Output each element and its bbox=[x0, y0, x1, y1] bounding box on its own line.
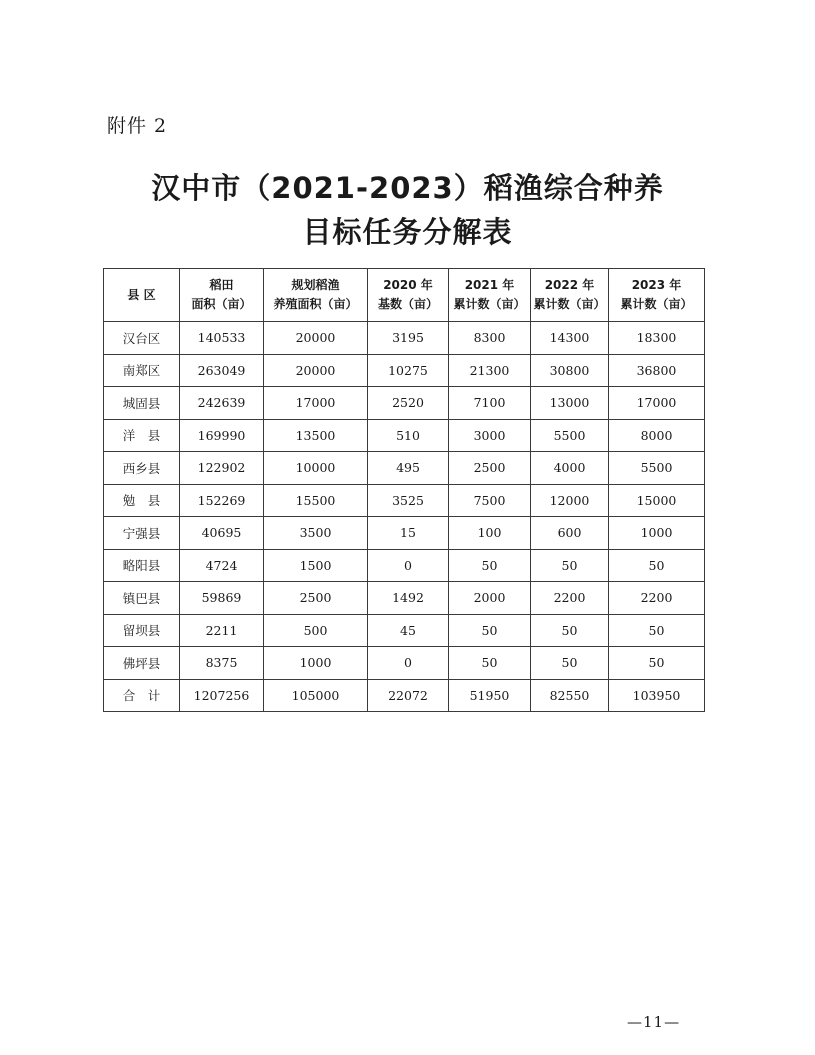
header-cell-line: 2023 年 bbox=[631, 278, 682, 292]
value-cell: 100 bbox=[449, 517, 531, 550]
value-cell: 2211 bbox=[180, 614, 264, 647]
table-row bbox=[104, 452, 705, 485]
value-cell: 12000 bbox=[531, 484, 609, 517]
header-row bbox=[104, 269, 705, 322]
header-cell-line: 累计数（亩） bbox=[620, 297, 693, 311]
value-cell: 495 bbox=[368, 452, 449, 485]
county-name-cell: 镇巴县 bbox=[104, 582, 180, 615]
table-row bbox=[104, 679, 705, 712]
table-header bbox=[104, 269, 705, 322]
value-cell: 510 bbox=[368, 419, 449, 452]
table-row bbox=[104, 582, 705, 615]
header-cell-line: 县 区 bbox=[127, 287, 156, 302]
value-cell: 263049 bbox=[180, 354, 264, 387]
value-cell: 21300 bbox=[449, 354, 531, 387]
table-row bbox=[104, 419, 705, 452]
value-cell: 17000 bbox=[609, 387, 705, 420]
value-cell: 1000 bbox=[264, 647, 368, 680]
target-task-table bbox=[103, 268, 705, 712]
table-row bbox=[104, 354, 705, 387]
value-cell: 103950 bbox=[609, 679, 705, 712]
county-name-cell: 宁强县 bbox=[104, 517, 180, 550]
value-cell: 7500 bbox=[449, 484, 531, 517]
value-cell: 600 bbox=[531, 517, 609, 550]
table-row bbox=[104, 647, 705, 680]
value-cell: 8300 bbox=[449, 322, 531, 355]
value-cell: 4724 bbox=[180, 549, 264, 582]
county-name-cell: 西乡县 bbox=[104, 452, 180, 485]
value-cell: 45 bbox=[368, 614, 449, 647]
county-name-cell: 城固县 bbox=[104, 387, 180, 420]
header-cell bbox=[449, 269, 531, 322]
value-cell: 1500 bbox=[264, 549, 368, 582]
value-cell: 152269 bbox=[180, 484, 264, 517]
value-cell: 36800 bbox=[609, 354, 705, 387]
table-row bbox=[104, 322, 705, 355]
header-cell-line: 基数（亩） bbox=[377, 297, 438, 311]
value-cell: 140533 bbox=[180, 322, 264, 355]
value-cell: 5500 bbox=[531, 419, 609, 452]
header-cell-line: 2020 年 bbox=[383, 278, 433, 292]
value-cell: 15000 bbox=[609, 484, 705, 517]
value-cell: 5500 bbox=[609, 452, 705, 485]
header-cell-line: 累计数（亩） bbox=[533, 297, 606, 311]
attachment-label: 附件 2 bbox=[107, 115, 168, 137]
value-cell: 10275 bbox=[368, 354, 449, 387]
value-cell: 15 bbox=[368, 517, 449, 550]
value-cell: 59869 bbox=[180, 582, 264, 615]
value-cell: 1207256 bbox=[180, 679, 264, 712]
value-cell: 20000 bbox=[264, 354, 368, 387]
county-name-cell: 留坝县 bbox=[104, 614, 180, 647]
value-cell: 3000 bbox=[449, 419, 531, 452]
value-cell: 105000 bbox=[264, 679, 368, 712]
table-body bbox=[104, 322, 705, 712]
value-cell: 50 bbox=[449, 614, 531, 647]
document-title-line1: 汉中市（2021-2023）稻渔综合种养 bbox=[151, 171, 664, 205]
county-name-cell: 洋 县 bbox=[104, 419, 180, 452]
value-cell: 14300 bbox=[531, 322, 609, 355]
value-cell: 50 bbox=[609, 614, 705, 647]
page-number: —11— bbox=[627, 1013, 681, 1031]
value-cell: 7100 bbox=[449, 387, 531, 420]
table-row bbox=[104, 517, 705, 550]
value-cell: 15500 bbox=[264, 484, 368, 517]
value-cell: 50 bbox=[609, 549, 705, 582]
header-cell bbox=[104, 269, 180, 322]
county-name-cell: 佛坪县 bbox=[104, 647, 180, 680]
table-row bbox=[104, 614, 705, 647]
value-cell: 242639 bbox=[180, 387, 264, 420]
header-cell-line: 2021 年 bbox=[464, 278, 515, 292]
value-cell: 50 bbox=[449, 647, 531, 680]
header-cell-line: 养殖面积（亩） bbox=[273, 297, 358, 311]
value-cell: 10000 bbox=[264, 452, 368, 485]
value-cell: 50 bbox=[449, 549, 531, 582]
county-name-cell: 合 计 bbox=[104, 679, 180, 712]
value-cell: 3500 bbox=[264, 517, 368, 550]
value-cell: 2500 bbox=[264, 582, 368, 615]
header-cell-line: 累计数（亩） bbox=[453, 297, 526, 311]
county-name-cell: 南郑区 bbox=[104, 354, 180, 387]
document-title-line2: 目标任务分解表 bbox=[302, 215, 513, 249]
value-cell: 51950 bbox=[449, 679, 531, 712]
table-row bbox=[104, 484, 705, 517]
value-cell: 50 bbox=[609, 647, 705, 680]
header-cell bbox=[531, 269, 609, 322]
value-cell: 0 bbox=[368, 549, 449, 582]
value-cell: 4000 bbox=[531, 452, 609, 485]
value-cell: 2200 bbox=[531, 582, 609, 615]
header-cell-line: 2022 年 bbox=[544, 278, 595, 292]
table-row bbox=[104, 387, 705, 420]
value-cell: 8375 bbox=[180, 647, 264, 680]
value-cell: 2520 bbox=[368, 387, 449, 420]
value-cell: 1000 bbox=[609, 517, 705, 550]
value-cell: 17000 bbox=[264, 387, 368, 420]
value-cell: 22072 bbox=[368, 679, 449, 712]
value-cell: 500 bbox=[264, 614, 368, 647]
value-cell: 1492 bbox=[368, 582, 449, 615]
value-cell: 82550 bbox=[531, 679, 609, 712]
county-name-cell: 略阳县 bbox=[104, 549, 180, 582]
value-cell: 13500 bbox=[264, 419, 368, 452]
value-cell: 40695 bbox=[180, 517, 264, 550]
value-cell: 50 bbox=[531, 549, 609, 582]
header-cell-line: 面积（亩） bbox=[191, 297, 252, 311]
header-cell bbox=[609, 269, 705, 322]
value-cell: 169990 bbox=[180, 419, 264, 452]
value-cell: 18300 bbox=[609, 322, 705, 355]
value-cell: 20000 bbox=[264, 322, 368, 355]
header-cell-line: 规划稻渔 bbox=[291, 278, 340, 292]
value-cell: 3525 bbox=[368, 484, 449, 517]
header-cell bbox=[180, 269, 264, 322]
value-cell: 2200 bbox=[609, 582, 705, 615]
header-cell bbox=[368, 269, 449, 322]
table-row bbox=[104, 549, 705, 582]
value-cell: 50 bbox=[531, 614, 609, 647]
header-cell-line: 稻田 bbox=[209, 278, 234, 292]
value-cell: 0 bbox=[368, 647, 449, 680]
header-cell bbox=[264, 269, 368, 322]
value-cell: 50 bbox=[531, 647, 609, 680]
value-cell: 2500 bbox=[449, 452, 531, 485]
value-cell: 2000 bbox=[449, 582, 531, 615]
value-cell: 13000 bbox=[531, 387, 609, 420]
value-cell: 122902 bbox=[180, 452, 264, 485]
county-name-cell: 勉 县 bbox=[104, 484, 180, 517]
value-cell: 3195 bbox=[368, 322, 449, 355]
county-name-cell: 汉台区 bbox=[104, 322, 180, 355]
value-cell: 30800 bbox=[531, 354, 609, 387]
value-cell: 8000 bbox=[609, 419, 705, 452]
